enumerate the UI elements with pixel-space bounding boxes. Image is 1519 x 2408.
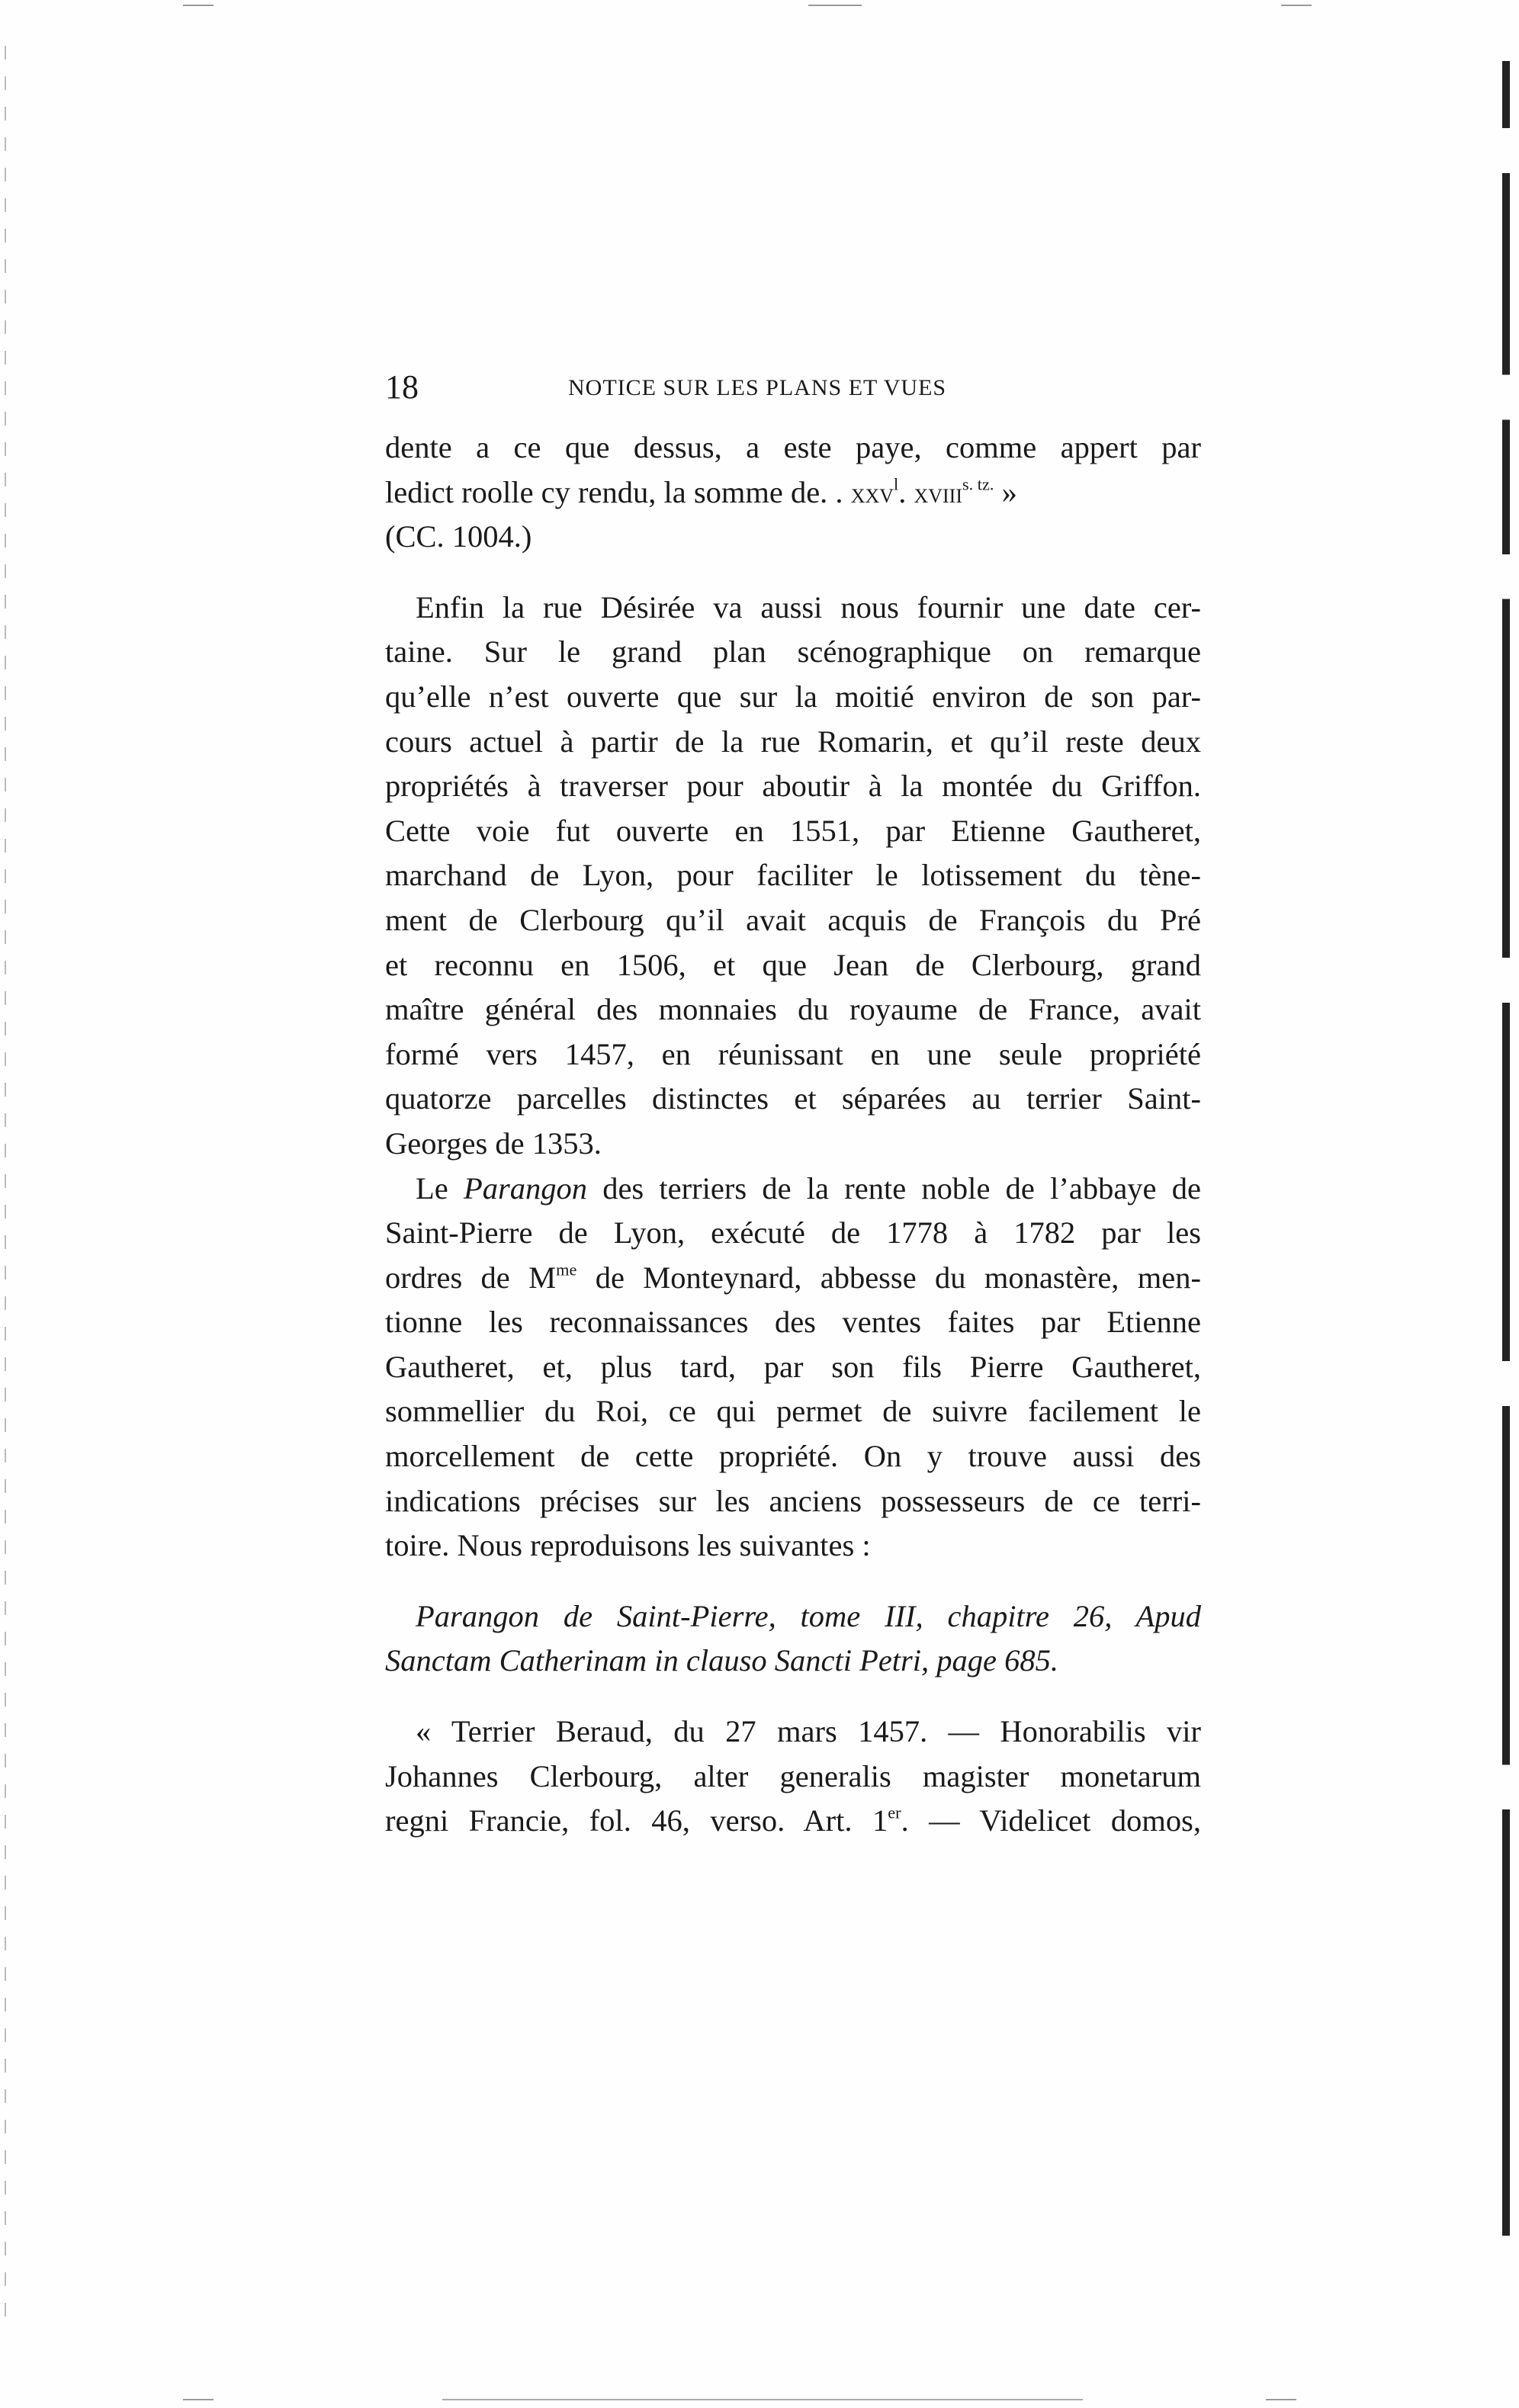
text-line: toire. Nous reproduisons les suivantes : bbox=[385, 1528, 871, 1563]
text-fragment: . — Videlicet domos, bbox=[901, 1803, 1201, 1838]
text-line: Enfin la rue Désirée va aussi nous fournir une date cer- bbox=[416, 589, 1201, 624]
text-fragment: ledict roolle cy rendu, la somme de. . bbox=[385, 474, 851, 509]
page-edge-top-mark bbox=[183, 5, 214, 6]
page-edge-right bbox=[1502, 61, 1510, 2303]
text-line: Cette voie fut ouverte en 1551, par Etienne Gautheret, bbox=[385, 813, 1201, 848]
text-line: morcellement de cette propriété. On y trouve aussi des bbox=[385, 1439, 1201, 1474]
text-line: maître général des monnaies du royaume de France, avait bbox=[385, 992, 1201, 1027]
text-line bbox=[385, 470, 1201, 515]
text-line: sommellier du Roi, ce qui permet de suivre facilement le bbox=[385, 1394, 1201, 1429]
text-line: quatorze parcelles distinctes et séparées au terrier Saint- bbox=[385, 1081, 1201, 1116]
text-line: taine. Sur le grand plan scénographique on remarque bbox=[385, 634, 1201, 669]
text-line: dente a ce que dessus, a este paye, comme appert par bbox=[385, 430, 1201, 464]
text-line: ment de Clerbourg qu’il avait acquis de François du Pré bbox=[385, 902, 1201, 937]
page-edge-bottom-mark bbox=[442, 2399, 1083, 2400]
text-line: tionne les reconnaissances des ventes faites par Etienne bbox=[385, 1305, 1201, 1340]
closing-quote: » bbox=[994, 474, 1017, 509]
text-line bbox=[385, 1799, 1201, 1844]
amount-livres: l bbox=[894, 474, 899, 493]
text-line bbox=[385, 1256, 1201, 1301]
text-line: indications précises sur les anciens possesseurs de ce terri- bbox=[385, 1483, 1201, 1518]
text-line: marchand de Lyon, pour faciliter le lotissement du tène- bbox=[385, 858, 1201, 893]
text-line: cours actuel à partir de la rue Romarin, et qu’il reste deux bbox=[385, 724, 1201, 759]
amount-sous: s. tz. bbox=[962, 474, 994, 493]
page-number: 18 bbox=[385, 368, 419, 406]
text-line: et reconnu en 1506, et que Jean de Clerbourg, grand bbox=[385, 947, 1201, 982]
page-edge-bottom-mark bbox=[1266, 2399, 1296, 2400]
text-line: propriétés à traverser pour aboutir à la montée du Griffon. bbox=[385, 769, 1201, 804]
text-line: Georges de 1353. bbox=[385, 1125, 602, 1161]
amount-xviii: xviii bbox=[914, 477, 962, 509]
page-edge-top-mark bbox=[1281, 5, 1312, 6]
page-edge-left bbox=[5, 46, 6, 2333]
text-fragment: de Monteynard, abbesse du monastère, men- bbox=[576, 1260, 1201, 1295]
body-text bbox=[385, 425, 1201, 1844]
running-head: NOTICE SUR LES PLANS ET VUES bbox=[568, 375, 947, 400]
amount-separator: . bbox=[898, 474, 914, 509]
text-line: Saint-Pierre de Lyon, exécuté de 1778 à 1782 par les bbox=[385, 1215, 1201, 1251]
citation-line: Sanctam Catherinam in clauso Sancti Petri, page 685. bbox=[385, 1643, 1059, 1678]
italic-title: Parangon bbox=[463, 1170, 587, 1206]
superscript: me bbox=[556, 1259, 577, 1279]
page-edge-bottom-mark bbox=[183, 2399, 214, 2400]
text-fragment: des terriers de la rente noble de l’abbaye de bbox=[586, 1170, 1201, 1206]
text-line: (CC. 1004.) bbox=[385, 519, 532, 554]
amount-xxv: xxv bbox=[850, 477, 894, 509]
text-line: Gautheret, et, plus tard, par son fils Pierre Gautheret, bbox=[385, 1349, 1201, 1384]
paragraph-gap bbox=[385, 560, 1201, 586]
text-line: « Terrier Beraud, du 27 mars 1457. — Honorabilis vir bbox=[416, 1714, 1201, 1749]
paragraph-gap bbox=[385, 1684, 1201, 1710]
citation-line: Parangon de Saint-Pierre, tome III, chapitre 26, Apud bbox=[416, 1598, 1201, 1633]
text-fragment: Le bbox=[416, 1170, 464, 1206]
paragraph-gap bbox=[385, 1568, 1201, 1594]
page-edge-top-mark bbox=[808, 5, 862, 6]
superscript: er bbox=[888, 1803, 901, 1822]
text-line: Johannes Clerbourg, alter generalis magister monetarum bbox=[385, 1758, 1201, 1793]
text-line: qu’elle n’est ouverte que sur la moitié environ de son par- bbox=[385, 679, 1201, 714]
text-fragment: ordres de M bbox=[385, 1260, 557, 1295]
text-line bbox=[385, 1167, 1201, 1212]
page-header bbox=[385, 364, 1201, 410]
text-line: formé vers 1457, en réunissant en une seule propriété bbox=[385, 1036, 1201, 1071]
text-fragment: regni Francie, fol. 46, verso. Art. 1 bbox=[385, 1803, 888, 1838]
